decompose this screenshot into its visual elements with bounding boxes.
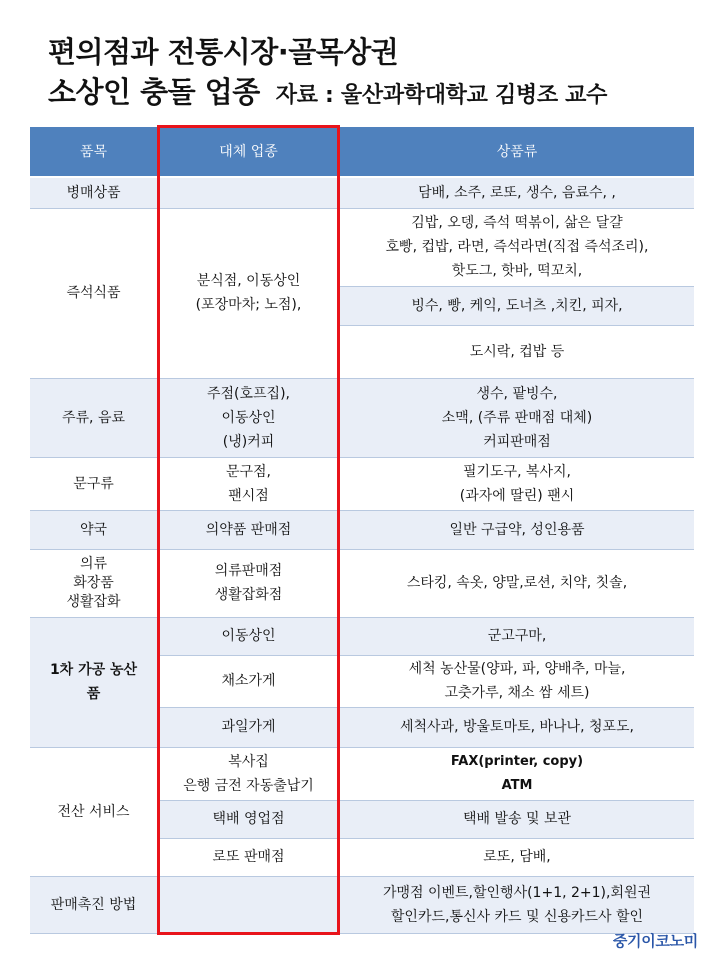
- products-cell: 빙수, 빵, 케익, 도너츠 ,치킨, 피자,: [340, 286, 694, 325]
- products-cell: 김밥, 오뎅, 즉석 떡볶이, 삶은 달걀 호빵, 컵밥, 라면, 즉석라면(직접 즉석조리), 핫도그, 핫바, 떡꼬치,: [340, 208, 694, 286]
- table-row: [30, 617, 694, 655]
- item-cell: 약국: [30, 510, 157, 549]
- products-cell: 군고구마,: [340, 617, 694, 655]
- alt-cell: 의류판매점 생활잡화점: [157, 549, 340, 617]
- table-row: [30, 177, 694, 208]
- item-cell: 병매상품: [30, 177, 157, 208]
- products-cell: 세척사과, 방울토마토, 바나나, 청포도,: [340, 707, 694, 747]
- alt-cell: [157, 177, 340, 208]
- alt-cell: 이동상인: [157, 617, 340, 655]
- table-row: [30, 510, 694, 549]
- alt-cell: 분식점, 이동상인 (포장마차; 노점),: [157, 208, 340, 378]
- item-cell: 전산 서비스: [30, 747, 157, 876]
- alt-cell: 과일가게: [157, 707, 340, 747]
- alt-cell: 주점(호프집), 이동상인 (냉)커피: [157, 378, 340, 457]
- title-line2-text: 소상인 충돌 업종: [48, 75, 260, 109]
- header-item: 품목: [30, 127, 157, 177]
- products-cell: 가맹점 이벤트,할인행사(1+1, 2+1),회원권 할인카드,통신사 카드 및 신용카드사 할인: [340, 876, 694, 933]
- source-credit: 자료 : 울산과학대학교 김병조 교수: [275, 83, 608, 108]
- header-products: 상품류: [340, 127, 694, 177]
- alt-cell: 문구점, 팬시점: [157, 457, 340, 510]
- table-row: [30, 876, 694, 933]
- item-cell: 의류 화장품 생활잡화: [30, 549, 157, 617]
- table-row: [30, 378, 694, 457]
- table-row: [30, 457, 694, 510]
- products-cell: 담배, 소주, 로또, 생수, 음료수, ,: [340, 177, 694, 208]
- products-cell: FAX(printer, copy) ATM: [340, 747, 694, 800]
- publisher-logo: 중기이코노미: [612, 932, 698, 950]
- products-cell: 생수, 팥빙수, 소맥, (주류 판매점 대체) 커피판매점: [340, 378, 694, 457]
- products-cell: 택배 발송 및 보관: [340, 800, 694, 838]
- products-cell: 도시락, 컵밥 등: [340, 325, 694, 378]
- item-cell: 1차 가공 농산 품: [30, 617, 157, 747]
- item-cell: 판매촉진 방법: [30, 876, 157, 933]
- table-row: [30, 549, 694, 617]
- alt-cell: 의약품 판매점: [157, 510, 340, 549]
- products-cell: 필기도구, 복사지, (과자에 딸린) 팬시: [340, 457, 694, 510]
- alt-cell: 로또 판매점: [157, 838, 340, 876]
- alt-cell: 복사집 은행 금전 자동출납기: [157, 747, 340, 800]
- products-cell: 세척 농산물(양파, 파, 양배추, 마늘, 고춧가루, 채소 쌈 세트): [340, 655, 694, 707]
- item-cell: 즉석식품: [30, 208, 157, 378]
- table-row: [30, 747, 694, 800]
- title-line2: [48, 72, 607, 116]
- header-alt: 대체 업종: [157, 127, 340, 177]
- title-line1: 편의점과 전통시장·골목상권: [48, 35, 399, 69]
- table-row: [30, 208, 694, 286]
- products-cell: 일반 구급약, 성인용품: [340, 510, 694, 549]
- conflict-table: [30, 127, 694, 934]
- item-cell: 문구류: [30, 457, 157, 510]
- item-cell: 주류, 음료: [30, 378, 157, 457]
- alt-cell: [157, 876, 340, 933]
- alt-cell: 채소가게: [157, 655, 340, 707]
- products-cell: 로또, 담배,: [340, 838, 694, 876]
- page-title: [48, 32, 607, 116]
- header-row: [30, 127, 694, 177]
- products-cell: 스타킹, 속옷, 양말,로션, 치약, 칫솔,: [340, 549, 694, 617]
- alt-cell: 택배 영업점: [157, 800, 340, 838]
